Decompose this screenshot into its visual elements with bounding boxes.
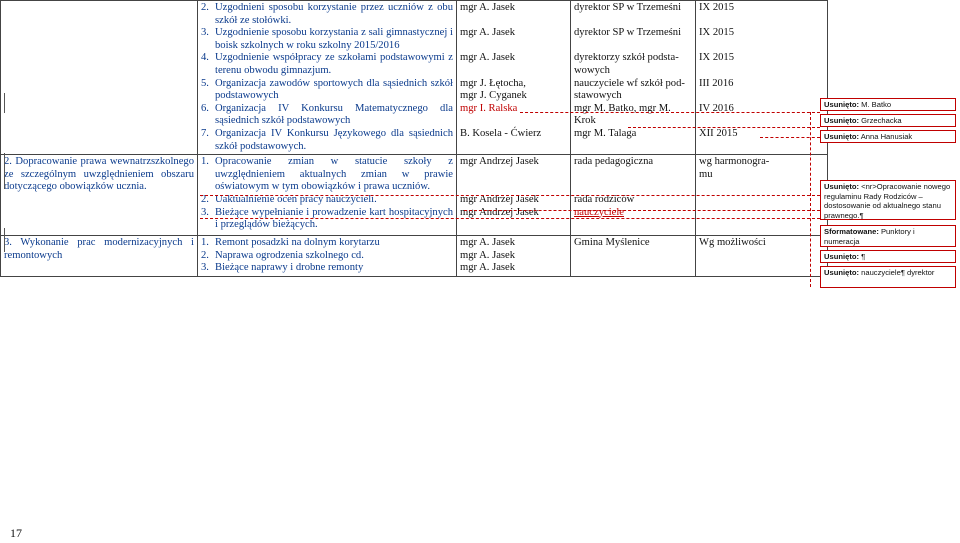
responsible-text: mgr A. Jasek <box>460 27 516 39</box>
item-number: 2. <box>201 193 209 205</box>
list-item <box>201 78 453 103</box>
task-cell <box>1 236 198 277</box>
responsible-text <box>460 15 567 28</box>
item-number: 1. <box>201 156 209 168</box>
partner-text: wowych <box>574 64 610 76</box>
partner-text <box>574 169 692 182</box>
list-item <box>201 156 453 194</box>
task-cell <box>1 155 198 236</box>
item-text: Naprawa ogrodzenia szkolnego cd. <box>215 249 364 261</box>
comment-label: Usunięto: <box>824 268 860 277</box>
item-text: Bieżące wypełnianie i prowadzenie kart hospitacyjnych i przeglądów bieżących. <box>215 206 453 231</box>
comment-label: Usunięto: <box>824 132 860 141</box>
revision-comment[interactable] <box>820 98 956 111</box>
partner-text: dyrektor SP w Trzemeśni <box>574 27 682 39</box>
date-text: mu <box>699 168 713 180</box>
change-bar <box>4 93 5 113</box>
date-text <box>699 65 824 78</box>
partner-text <box>574 40 692 53</box>
responsible-text <box>460 40 567 53</box>
dates-cell <box>696 236 828 277</box>
list-item <box>201 128 453 153</box>
responsible-text: B. Kosela - Ćwierz <box>460 127 542 139</box>
responsible-text <box>460 181 567 194</box>
list-item <box>201 207 453 232</box>
task-cell <box>1 1 198 155</box>
item-number: 5. <box>201 77 209 89</box>
actions-cell <box>198 236 457 277</box>
partners-cell <box>571 1 696 155</box>
item-number: 3. <box>201 262 209 274</box>
plan-table <box>0 0 828 277</box>
date-text: IV 2016 <box>699 102 734 114</box>
list-item <box>201 262 453 275</box>
item-text: Bieżące naprawy i drobne remonty <box>215 262 364 274</box>
page-number: 17 <box>10 526 22 540</box>
partner-text: mgr M. Talaga <box>574 127 637 139</box>
comment-label: Usunięto: <box>824 116 860 125</box>
comment-connector <box>760 137 820 138</box>
comment-label: Sformatowane: <box>824 227 879 236</box>
responsible-text: mgr Andrzej Jasek <box>460 206 539 218</box>
partner-text: Krok <box>574 115 596 127</box>
partners-cell <box>571 236 696 277</box>
responsible-text: mgr A. Jasek <box>460 237 516 249</box>
partner-text: stawowych <box>574 90 622 102</box>
partner-text: rada rodziców <box>574 193 635 205</box>
comment-label: Usunięto: <box>824 100 860 109</box>
item-text: Uzgodnienie sposobu korzystania z sali gimnastycznej i boisk szkolnych w roku szkolny 2015/2016 <box>215 27 453 51</box>
partner-text: dyrektor SP w Trzemeśni <box>574 2 682 13</box>
responsible-text <box>460 65 567 78</box>
item-number: 1. <box>201 237 209 249</box>
revision-comment[interactable] <box>820 180 956 220</box>
comment-connector <box>810 112 811 287</box>
item-text: Uzgodnieni sposobu korzystanie przez uczniów z obu szkół ze stołówki. <box>215 2 453 26</box>
item-number: 2. <box>201 249 209 261</box>
list-item <box>201 27 453 52</box>
date-text: XII 2015 <box>699 127 738 139</box>
partner-text <box>574 15 692 28</box>
responsible-text <box>460 115 567 128</box>
change-bar <box>4 153 5 189</box>
item-number: 2. <box>201 2 209 13</box>
comment-connector <box>628 127 820 128</box>
actions-cell <box>198 1 457 155</box>
partner-text: nauczyciele wf szkół pod- <box>574 77 685 89</box>
list-item <box>201 52 453 77</box>
partner-text: rada pedagogiczna <box>574 156 654 168</box>
date-text: IX 2015 <box>699 52 735 64</box>
responsible-text: mgr A. Jasek <box>460 2 516 13</box>
partner-text <box>574 181 692 194</box>
comment-connector <box>464 210 820 211</box>
comment-text: Grzechacka <box>861 116 902 125</box>
responsible-text: mgr Andrzej Jasek <box>460 193 539 205</box>
task-text: 3. Wykonanie prac modernizacyjnych i remontowych <box>4 237 194 261</box>
list-item <box>201 250 453 263</box>
item-text: Uzgodnienie współpracy ze szkołami podstawowymi z terenu obwodu gimnazjum. <box>215 52 453 76</box>
item-number: 3. <box>201 206 209 218</box>
list-item <box>201 2 453 27</box>
responsible-text: mgr J. Cyganek <box>460 90 527 102</box>
list-item <box>201 237 453 250</box>
revision-comment[interactable] <box>820 130 956 143</box>
item-text: Uaktualnienie ocen pracy nauczycieli. <box>215 193 377 205</box>
date-text: III 2016 <box>699 77 734 89</box>
comment-label: Usunięto: <box>824 252 860 261</box>
date-text <box>699 15 824 28</box>
revision-comment[interactable] <box>820 225 956 247</box>
comment-text: ¶ <box>861 252 866 261</box>
comment-text: Anna Hanusiak <box>860 132 913 141</box>
dates-cell <box>696 1 828 155</box>
comment-text: M. Batko <box>861 100 892 109</box>
revision-comment[interactable] <box>820 266 956 288</box>
responsible-text-revised: mgr I. Ralska <box>460 102 518 114</box>
item-number: 6. <box>201 102 209 114</box>
partner-text-revised: nauczyciele <box>574 206 624 218</box>
comment-text: nauczyciele¶ dyrektor <box>861 268 935 277</box>
responsible-cell <box>457 236 571 277</box>
item-text: Organizacja zawodów sportowych dla sąsiednich szkół podstawowych <box>215 77 453 102</box>
date-text: Wg możliwości <box>699 237 766 249</box>
revision-comment[interactable] <box>820 250 956 263</box>
date-text: IX 2015 <box>699 27 735 39</box>
revision-comment[interactable] <box>820 114 956 127</box>
item-text: Remont posadzki na dolnym korytarzu <box>215 237 380 249</box>
comment-text: <nr>Opracowanie nowego regulaminu Rady Rodziców – dostosowanie od aktualnego stanu prawnego.¶ <box>824 182 951 220</box>
item-text: Organizacja IV Konkursu Językowego dla sąsiednich szkół podstawowych. <box>215 127 453 152</box>
item-number: 4. <box>201 52 209 64</box>
responsible-text: mgr A. Jasek <box>460 52 516 64</box>
date-text: wg harmonogra- <box>699 156 770 168</box>
partner-text: mgr M. Batko, mgr M. <box>574 102 671 114</box>
date-text: IX 2015 <box>699 2 735 13</box>
partner-text: dyrektorzy szkół podsta- <box>574 52 679 64</box>
change-bar <box>4 228 5 252</box>
responsible-text: mgr J. Łętocha, <box>460 77 526 89</box>
comment-connector <box>200 218 820 219</box>
responsible-text <box>460 169 567 182</box>
item-text: Organizacja IV Konkursu Matematycznego dla sąsiednich szkół podstawowych <box>215 102 453 127</box>
list-item <box>201 103 453 128</box>
partner-text: Gmina Myślenice <box>574 237 650 249</box>
item-number: 3. <box>201 27 209 39</box>
responsible-text: mgr A. Jasek <box>460 249 516 261</box>
item-number: 7. <box>201 127 209 139</box>
date-text <box>699 90 824 103</box>
responsible-text: mgr Andrzej Jasek <box>460 156 539 168</box>
date-text <box>699 40 824 53</box>
table-row <box>1 1 828 155</box>
responsible-text: mgr A. Jasek <box>460 262 516 274</box>
comment-connector <box>200 195 820 196</box>
comment-connector <box>520 112 820 113</box>
task-text: 2. Dopracowanie prawa wewnatrzszkolnego ze szczególnym uwzględnieniem obszaru dotyczącego obowiązków ucznia. <box>4 156 194 193</box>
comment-label: Usunięto: <box>824 182 860 191</box>
responsible-cell <box>457 1 571 155</box>
table-row <box>1 236 828 277</box>
item-text: Opracowanie zmian w statucie szkoły z uwzględnieniem aktualnych zmian w prawie oświatowym w tym obowiązków i prawa uczniów. <box>215 156 453 193</box>
comment-text: Punktory i numeracja <box>824 227 915 246</box>
